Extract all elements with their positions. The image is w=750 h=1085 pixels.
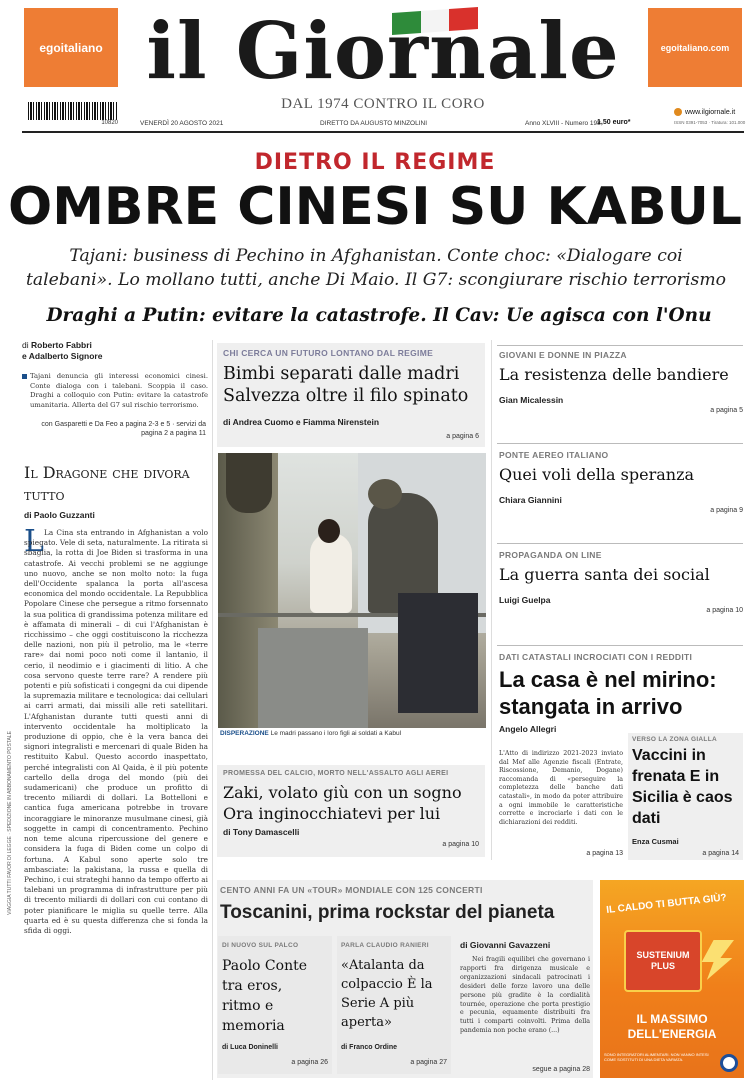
s3-byline: Luigi Guelpa	[499, 595, 551, 605]
kabul-photo	[218, 453, 486, 728]
s1-headline: La resistenza delle bandiere	[499, 365, 729, 384]
masthead-tagline: DAL 1974 CONTRO IL CORO	[281, 96, 485, 112]
column-divider-right	[491, 340, 492, 860]
b1-byline: di Luca Doninelli	[222, 1044, 279, 1051]
left-promo-label: egoitaliano	[39, 40, 103, 55]
s1-kicker: GIOVANI E DONNE IN PIAZZA	[499, 350, 627, 360]
ad-logo	[720, 1054, 738, 1072]
center-story-box[interactable]	[217, 343, 485, 447]
advertisement[interactable]	[600, 880, 744, 1078]
s4-kicker: DATI CATASTALI INCROCIATI CON I REDDITI	[499, 652, 693, 662]
s5-byline: Enza Cusmai	[632, 837, 679, 846]
newspaper-title: il Giornale	[146, 6, 620, 97]
right-promo-box[interactable]	[648, 8, 742, 87]
right-story-1[interactable]	[499, 350, 743, 430]
left-summary-text: Tajani denuncia gli interessi economici cinesi. Conte dialoga con i talebani. Scoppia il caso. Draghi a colloquio con Putin: evitare la catastrofe umanitaria. Allerta del G7 sul rischio terrorismo.	[30, 372, 208, 409]
bullet-square-icon	[22, 374, 27, 379]
center-headline: Bimbi separati dalle madri Salvezza oltre il filo spinato	[223, 364, 469, 406]
right-rule-3	[497, 543, 743, 544]
left-essay-byline: di Paolo Guzzanti	[24, 510, 95, 520]
s5-kicker: VERSO LA ZONA GIALLA	[632, 736, 717, 743]
edition-info: DIRETTO DA AUGUSTO MINZOLINI	[320, 120, 428, 127]
b3-pageref: segue a pagina 28	[532, 1066, 590, 1073]
center-pageref: a pagina 6	[446, 433, 479, 440]
s4-byline: Angelo Allegri	[499, 724, 557, 734]
bottom-story-2[interactable]	[337, 936, 451, 1074]
price: 1,50 euro*	[597, 119, 631, 126]
issue-info: Anno XLVIII - Numero 198	[525, 120, 601, 127]
column-divider-left	[212, 340, 213, 1080]
masthead-rule	[22, 131, 744, 133]
b1-headline: Paolo Conte tra eros, ritmo e memoria	[222, 958, 307, 1034]
left-essay-text: La Cina sta entrando in Afghanistan a volo spiegato. Vele di seta, naturalmente. La ritirata si sbaglia, la rotta di Joe Biden si trasforma in una catastrofe. Ai vecchi problemi se ne aggiunge uno nuovo, anche se non molto noto: la fuga dell'Occidente spalanca la porta all'ascesa economica del mondo occidentale. La Repubblica Popolare Cinese che persegue a ritmo forsennato la sua politica di grandissima potenza militare ed è affamata di minerali – di cui l'Afghanistan è ricchissimo – che oggi costituiscono la ricchezza delle nazioni, non più il petrolio, ma le «terre rare» dai nomi poco noti come il lantanio, il cerio, il neodimio e i giacimenti di litio. A che cosa servono queste terre rare? A rendere più potenti e più sofisticati i congegni da cui dipende la supremazia militare e tecnologica: dai cellulari ai carri armati, dai missili alle reti satellitari. L'Afghanistan durante tutti questi anni di intervento occidentale ha moltiplicato la produzione di oppio, che è la vera banca dei signori integralisti e mercenari di quale Biden ha restituito Kabul. Questo accordo inaspettato, perché integralisti con Al Qaida, è il più potente cartello della droga del mondo (più dei sudamericani) che produce un profitto di trecento miliardi di dollari. La Bottelloni e cantica fuga americana potrebbe in trovare incoraggiare le minoranze musulmane cinesi, già soggette in campi di concentramento. Pechino non teme alcuna ripercussione del genere e considera la fuga di Biden come un colpo di fortuna. A Kabul sono aperte solo tre ambasciate: la pakistana, la russa e quella di Pechino, i cui strateghi hanno da tempo offerto ai talebani un programma di infrastrutture per più di trecento miliardi di dollari con cui contano di poter pianificare le miglia su quelle terre. Alla quarta ed è su questa differenza che si fonda la sfida di oggi.	[24, 528, 208, 935]
story2-headline: Zaki, volato giù con un sogno Ora inginocchiatevi per lui	[223, 783, 462, 823]
left-summary	[22, 372, 208, 410]
s3-pageref: a pagina 10	[706, 607, 743, 614]
lead-subhead: Tajani: business di Pechino in Afghanistan. Conte choc: «Dialogare coi talebani». Lo mollano tutti, anche Di Maio. Il G7: scongiurare rischio terrorismo	[26, 246, 726, 290]
b2-pageref: a pagina 27	[410, 1059, 447, 1066]
right-story-2[interactable]	[499, 450, 743, 530]
right-rule-4	[497, 645, 743, 646]
b1-pageref: a pagina 26	[291, 1059, 328, 1066]
left-promo-box[interactable]	[24, 8, 118, 87]
photo-caption	[220, 730, 486, 737]
s4-pageref: a pagina 13	[586, 850, 623, 857]
ad-product-box	[624, 930, 702, 992]
s4-text: L'Atto di indirizzo 2021-2023 inviato dal Mef alle Agenzie fiscali (Entrate, Riscossione, Demanio, Dogane) raccomanda di «perseguire la completezza delle banche dati catastali», in modo da poter attribuire a ogni immobile le caratteristiche corrette e incrociarle i dati con le dichiarazioni dei redditi.	[499, 750, 623, 826]
right-promo-label: egoitaliano.com	[660, 42, 730, 53]
ad-slogan: IL MASSIMO DELL'ENERGIA	[627, 1012, 717, 1041]
left-essay-title: Il Dragone che divora tutto	[24, 463, 190, 504]
s4-headline: La casa è nel mirino: stangata in arrivo	[499, 667, 717, 719]
s2-kicker: PONTE AEREO ITALIANO	[499, 450, 609, 460]
s2-byline: Chiara Giannini	[499, 495, 562, 505]
center-byline: di Andrea Cuomo e Fiamma Nirenstein	[223, 417, 380, 427]
lead-subhead-2: Draghi a Putin: evitare la catastrofe. Il Cav: Ue agisca con l'Onu	[46, 305, 712, 326]
s5-pageref: a pagina 14	[702, 850, 739, 857]
side-vertical-text: VIAGGIA TUTTI FAVOR DI LEGGE · SPEDIZIONE IN ABBONAMENTO POSTALE	[7, 731, 13, 915]
s5-headline: Vaccini in frenata E in Sicilia è caos dati	[632, 747, 733, 827]
s2-pageref: a pagina 9	[710, 507, 743, 514]
byline-author-2: e Adalberto Signore	[22, 351, 103, 361]
right-rule-1	[497, 345, 743, 346]
caption-label: DISPERAZIONE	[220, 730, 269, 737]
b3-byline: di Giovanni Gavazzeni	[460, 940, 551, 950]
left-byline: di Roberto Fabbri e Adalberto Signore	[22, 340, 103, 361]
caption-text: Le madri passano i loro figli ai soldati a Kabul	[270, 730, 402, 737]
globe-icon	[674, 108, 682, 116]
b2-byline: di Franco Ordine	[341, 1044, 398, 1051]
right-rule-2	[497, 443, 743, 444]
center-kicker: CHI CERCA UN FUTURO LONTANO DAL REGIME	[223, 348, 434, 358]
lead-headline: OMBRE CINESI SU KABUL	[7, 177, 743, 237]
b2-kicker: PARLA CLAUDIO RANIERI	[341, 942, 429, 949]
s1-byline: Gian Micalessin	[499, 395, 564, 405]
story2-kicker: PROMESSA DEL CALCIO, MORTO NELL'ASSALTO AGLI AEREI	[223, 770, 449, 777]
right-story-5[interactable]	[628, 733, 743, 860]
byline-author-1: Roberto Fabbri	[31, 340, 92, 350]
bottom-kicker: CENTO ANNI FA UN «TOUR» MONDIALE CON 125 CONCERTI	[220, 885, 483, 895]
s3-kicker: PROPAGANDA ON LINE	[499, 550, 602, 560]
barcode	[28, 102, 118, 126]
bottom-headline[interactable]: Toscanini, prima rockstar del pianeta	[220, 902, 555, 923]
left-service-refs: con Gasparetti e Da Feo a pagina 2-3 e 5 · servizi da pagina 2 a pagina 11	[41, 421, 206, 437]
website-note: ISSN 0391-7053 · Tiratura: 101.000	[674, 120, 746, 125]
website-row[interactable]	[674, 108, 735, 116]
story2-byline: di Tony Damascelli	[223, 827, 300, 837]
right-story-4[interactable]	[499, 652, 743, 734]
s3-headline: La guerra santa dei social	[499, 565, 710, 584]
b3-text: Nei fragili equilibri che governano i rapporti fra dirigenza musicale e organizzazioni sindacali patrocinati i desideri delle forze lavoro una delle persone più gradite è la cordialità tournée, operazione che porta prestigio e pecunia, equamente distribuiti fra tutti i comparti coinvolti. Prima della pandemia non poche erano (...)	[460, 956, 590, 1035]
ad-lightning-icon	[700, 940, 734, 980]
barcode-number: 10820	[101, 120, 118, 126]
drop-cap: L	[24, 524, 44, 559]
date-line: VENERDÌ 20 AGOSTO 2021	[140, 120, 224, 127]
website-link: www.ilgiornale.it	[685, 108, 736, 116]
bottom-story-1[interactable]	[218, 936, 332, 1074]
b1-kicker: DI NUOVO SUL PALCO	[222, 942, 299, 949]
s2-headline: Quei voli della speranza	[499, 465, 695, 484]
ad-headline: IL CALDO TI BUTTA GIÙ?	[605, 892, 728, 916]
story2-pageref: a pagina 10	[442, 841, 479, 848]
center-story2-box[interactable]	[217, 765, 485, 857]
right-story-3[interactable]	[499, 550, 743, 630]
ad-product: SUSTENIUM PLUS	[636, 950, 690, 971]
ad-disclaimer: SONO INTEGRATORI ALIMENTARI. NON VANNO INTESI COME SOSTITUTI DI UNA DIETA VARIATA.	[604, 1052, 709, 1062]
lead-kicker: DIETRO IL REGIME	[254, 150, 496, 175]
b2-headline: «Atalanta da colpaccio È la Serie A più aperta»	[341, 958, 433, 1030]
s1-pageref: a pagina 5	[710, 407, 743, 414]
